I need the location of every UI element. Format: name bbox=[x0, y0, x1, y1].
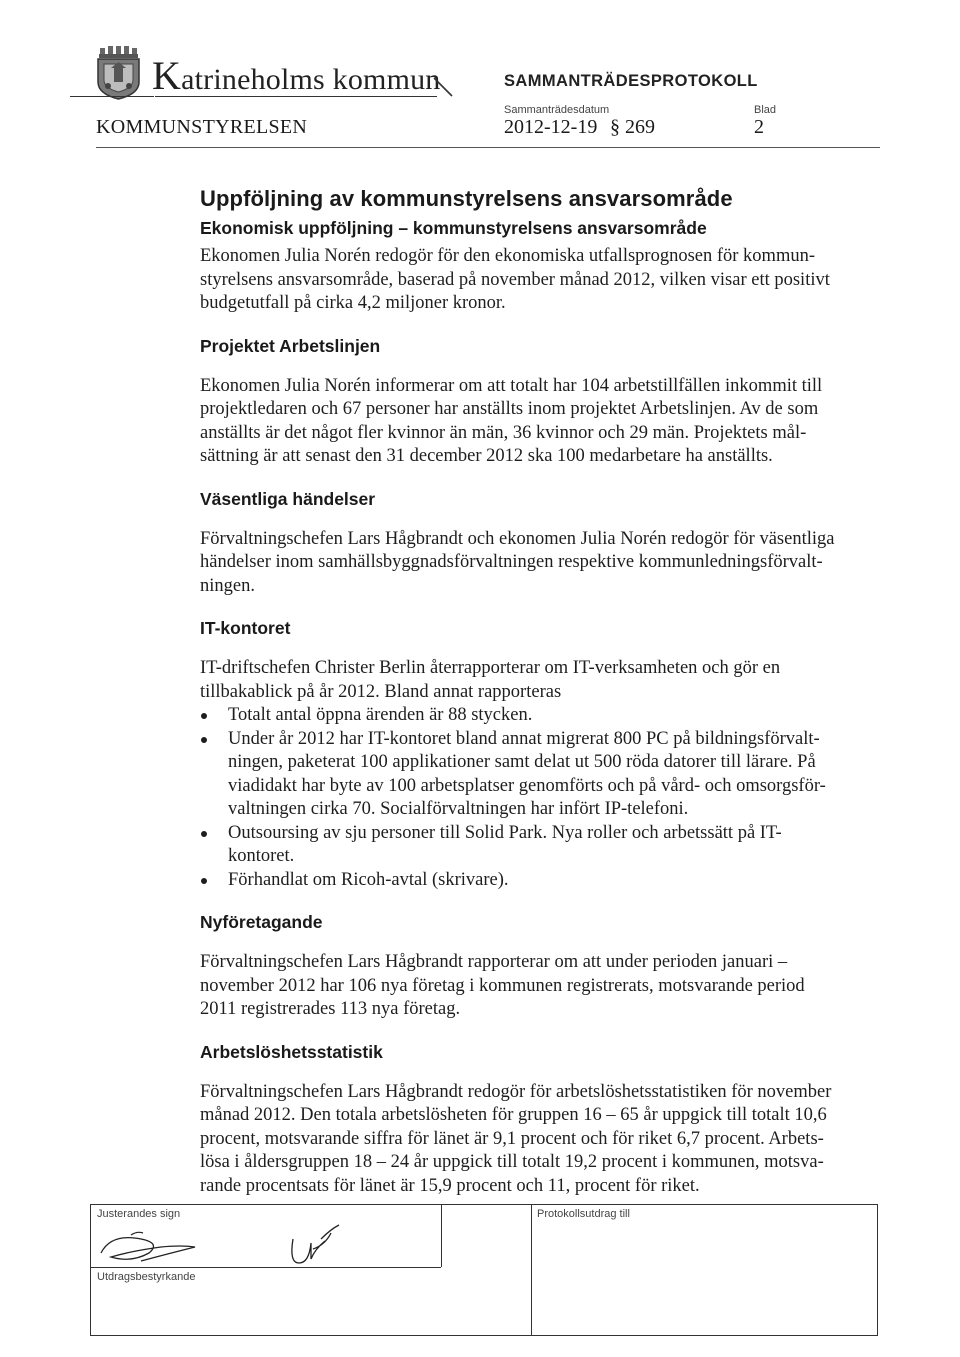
paragraph-line: sättning är att senast den 31 december 2012 ska 100 medarbetare ha anställts. bbox=[200, 446, 773, 466]
organization-name bbox=[152, 52, 441, 99]
section-paragraph bbox=[200, 375, 870, 469]
bullet-list bbox=[200, 704, 870, 892]
section-heading: Nyföretagande bbox=[200, 912, 323, 932]
paragraph-line: IT-driftschefen Christer Berlin återrapporterar om IT-verksamheten och gör en bbox=[200, 658, 781, 678]
paragraph-line: Ekonomen Julia Norén informerar om att totalt har 104 arbetstillfällen inkommit till bbox=[200, 375, 823, 396]
paragraph-line: november 2012 har 106 nya företag i kommunen registrerats, motsvarande period bbox=[200, 975, 805, 996]
bullet-item bbox=[200, 822, 870, 869]
paragraph-line: Förvaltningschefen Lars Hågbrandt och ekonomen Julia Norén redogör för väsentliga bbox=[200, 528, 835, 549]
section-paragraph bbox=[200, 528, 870, 599]
meeting-date-label: Sammanträdesdatum bbox=[504, 104, 610, 116]
paragraph-line: Förvaltningschefen Lars Hågbrandt rapporterar om att under perioden januari – bbox=[200, 952, 788, 972]
signature-box-divider bbox=[531, 1205, 532, 1335]
bullet-item bbox=[200, 728, 870, 822]
paragraph-line: ningen. bbox=[200, 575, 255, 596]
paragraph-line: procent, motsvarande siffra för länet är 9,1 procent och för riket 6,7 procent. Arbets- bbox=[200, 1128, 824, 1149]
header-slash-mark bbox=[432, 76, 456, 100]
protocol-body bbox=[200, 186, 870, 1198]
paragraph-line: anställts är det något fler kvinnor än män, 36 kvinnor och 29 män. Projektets mål- bbox=[200, 422, 807, 443]
bullet-line: kontoret. bbox=[228, 846, 295, 866]
org-name-initial: K bbox=[152, 53, 182, 98]
board-name: KOMMUNSTYRELSEN bbox=[96, 116, 308, 138]
paragraph-line: budgetutfall på cirka 4,2 miljoner kronor. bbox=[200, 293, 506, 313]
section-paragraph bbox=[200, 657, 870, 704]
paragraph-line: Ekonomen Julia Norén redogör för den ekonomiska utfallsprognosen för kommun- bbox=[200, 246, 815, 266]
utdragsbestyrkande-label: Utdragsbestyrkande bbox=[97, 1271, 196, 1283]
document-type: SAMMANTRÄDESPROTOKOLL bbox=[504, 72, 758, 90]
sheet-number: 2 bbox=[754, 116, 764, 138]
bullet-item bbox=[200, 869, 870, 893]
bullet-line: Under år 2012 har IT-kontoret bland annat migrerat 800 PC på bildningsförvalt- bbox=[228, 728, 820, 749]
handwritten-signature-1 bbox=[91, 1217, 201, 1275]
header-divider bbox=[96, 147, 880, 148]
bullet-line: Förhandlat om Ricoh-avtal (skrivare). bbox=[228, 869, 509, 890]
signature-box bbox=[90, 1204, 878, 1336]
document-title: Uppföljning av kommunstyrelsens ansvarsområde bbox=[200, 186, 733, 211]
bullet-dot-icon bbox=[201, 878, 207, 884]
paragraph-line: projektledaren och 67 personer har anställts inom projektet Arbetslinjen. Av de som bbox=[200, 399, 819, 419]
bullet-dot-icon bbox=[201, 831, 207, 837]
signature-column-divider bbox=[441, 1205, 442, 1267]
bullet-line: viadidakt har byte av 100 arbetsplatser genomförts och på vård- och omsorgsför- bbox=[228, 775, 826, 796]
paragraph-line: rande procentsats för länet är 15,9 procent och 11, procent för riket. bbox=[200, 1175, 700, 1196]
section-heading: Projektet Arbetslinjen bbox=[200, 335, 381, 356]
section-heading: IT-kontoret bbox=[200, 618, 291, 638]
paragraph-line: händelser inom samhällsbyggnadsförvaltningen respektive kommunledningsförvalt- bbox=[200, 552, 823, 572]
municipal-crest-icon bbox=[92, 46, 144, 100]
header-rule-org bbox=[155, 96, 437, 97]
section-heading-economic: Ekonomisk uppföljning – kommunstyrelsens ansvarsområde bbox=[200, 218, 707, 238]
bullet-item bbox=[200, 704, 870, 728]
section-heading: Arbetslöshetsstatistik bbox=[200, 1041, 383, 1062]
paragraph-line: styrelsens ansvarsområde, baserad på november månad 2012, vilken visar ett positivt bbox=[200, 269, 830, 290]
bullet-line: Totalt antal öppna ärenden är 88 stycken. bbox=[228, 705, 533, 725]
handwritten-signature-2 bbox=[281, 1219, 351, 1271]
section-paragraph bbox=[200, 1081, 870, 1199]
bullet-dot-icon bbox=[201, 713, 207, 719]
section-heading: Väsentliga händelser bbox=[200, 488, 376, 509]
sections-container bbox=[200, 336, 870, 1199]
justerande-sign-label: Justerandes sign bbox=[97, 1208, 181, 1220]
bullet-dot-icon bbox=[201, 737, 207, 743]
sheet-label: Blad bbox=[754, 104, 777, 116]
paragraph-line: Förvaltningschefen Lars Hågbrandt redogör för arbetslöshetsstatistiken för november bbox=[200, 1081, 832, 1102]
meeting-date: 2012-12-19 bbox=[504, 116, 598, 138]
org-name-rest: atrineholms kommun bbox=[181, 63, 441, 96]
header-rule-left bbox=[70, 96, 154, 97]
bullet-line: Outsoursing av sju personer till Solid Park. Nya roller och arbetssätt på IT- bbox=[228, 822, 782, 843]
protokollsutdrag-label: Protokollsutdrag till bbox=[537, 1208, 630, 1220]
section-paragraph bbox=[200, 951, 870, 1022]
paragraph-line: 2011 registrerades 113 nya företag. bbox=[200, 999, 461, 1019]
bullet-line: valtningen cirka 70. Socialförvaltningen har infört IP-telefoni. bbox=[228, 799, 689, 819]
bullet-line: ningen, paketerat 100 applikationer samt delat ut 500 röda datorer till lärare. På bbox=[228, 752, 816, 772]
intro-paragraph bbox=[200, 245, 870, 316]
paragraph-number: § 269 bbox=[610, 116, 655, 138]
paragraph-line: tillbakablick på år 2012. Bland annat rapporteras bbox=[200, 681, 562, 702]
paragraph-line: månad 2012. Den totala arbetslösheten för gruppen 16 – 65 år uppgick till totalt 10,6 bbox=[200, 1105, 827, 1125]
paragraph-line: lösa i åldersgruppen 18 – 24 år uppgick till totalt 19,2 procent i kommunen, motsva- bbox=[200, 1152, 824, 1172]
